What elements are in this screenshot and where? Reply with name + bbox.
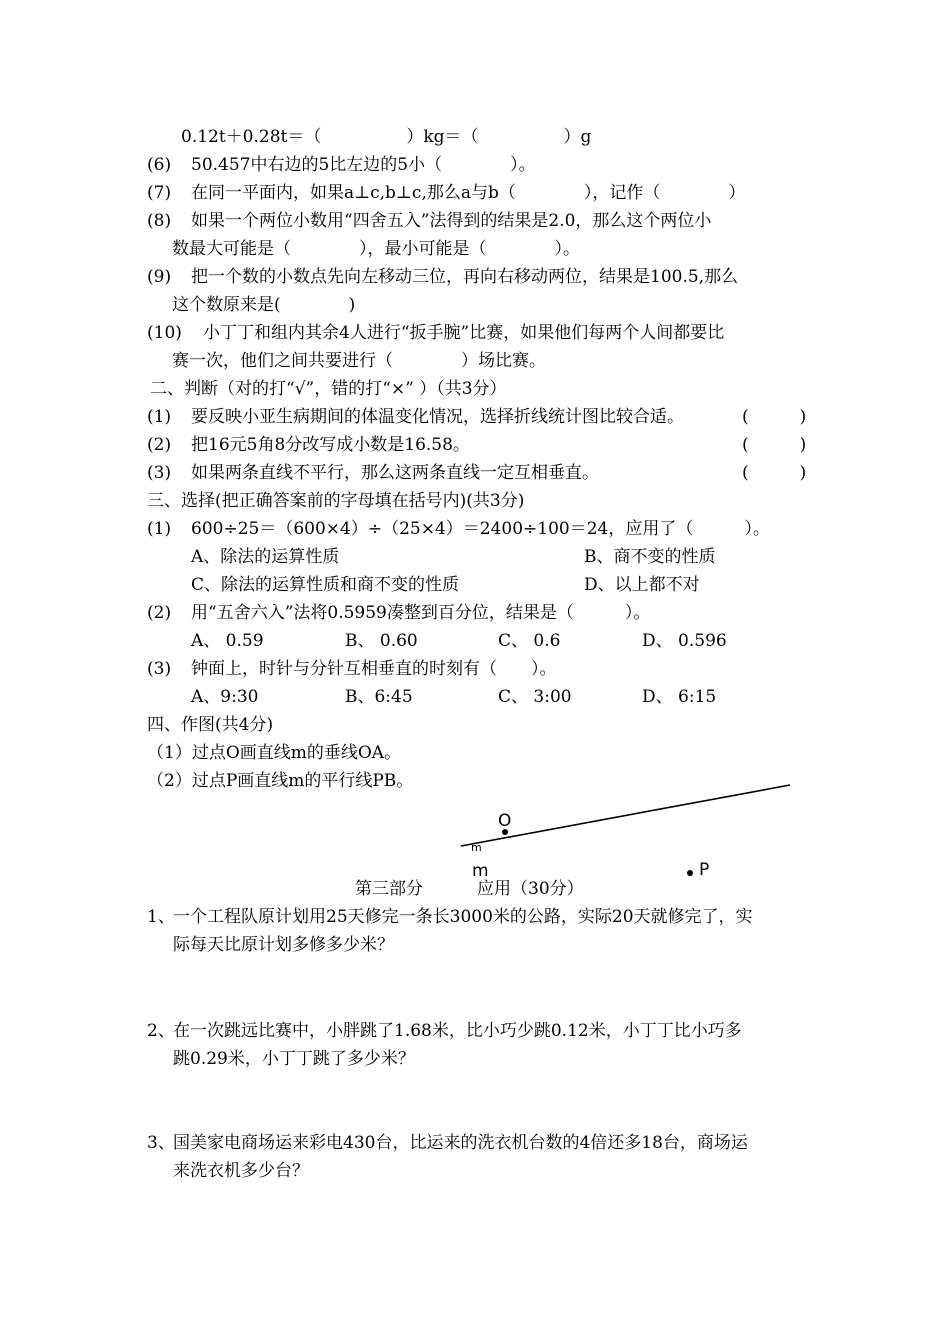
q7-number: (7) bbox=[147, 183, 172, 203]
q7-text: 在同一平面内，如果a⊥c,b⊥c,那么a与b（ ），记作（ ） bbox=[191, 183, 746, 203]
choice-2-option-d: D、 0.596 bbox=[642, 631, 727, 651]
judge-3-number: (3) bbox=[147, 463, 172, 483]
choice-1-option-c: C、除法的运算性质和商不变的性质 bbox=[191, 575, 460, 595]
choice-3-option-a: A、9:30 bbox=[191, 687, 259, 707]
choice-3-text: 钟面上，时针与分针互相垂直的时刻有（ ）。 bbox=[191, 659, 557, 679]
choice-1-number: (1) bbox=[147, 519, 172, 539]
q5-continuation: 0.12t＋0.28t＝（ ）kg＝（ ）g bbox=[181, 127, 592, 147]
choice-1-option-a: A、除法的运算性质 bbox=[191, 547, 340, 567]
q10-text-line2: 赛一次，他们之间共要进行（ ）场比赛。 bbox=[172, 351, 546, 371]
app-1-text-line2: 际每天比原计划多修多少米？ bbox=[173, 935, 394, 955]
app-3-text-line1: 国美家电商场运来彩电430台，比运来的洗衣机台数的4倍还多18台，商场运 bbox=[173, 1133, 748, 1153]
q8-number: (8) bbox=[147, 211, 172, 231]
app-2-text-line1: 在一次跳远比赛中，小胖跳了1.68米，比小巧少跳0.12米，小丁丁比小巧多 bbox=[173, 1021, 742, 1041]
app-2-number: 2、 bbox=[147, 1021, 175, 1041]
part3-title-right: 应用（30分） bbox=[477, 879, 584, 899]
app-2-text-line2: 跳0.29米，小丁丁跳了多少米？ bbox=[173, 1049, 415, 1069]
drawing-item-2: （2）过点P画直线m的平行线PB。 bbox=[147, 771, 414, 791]
choice-3-option-c: C、 3:00 bbox=[498, 687, 572, 707]
q6-text: 50.457中右边的5比左边的5小（ ）。 bbox=[191, 155, 536, 175]
judge-3-answer-paren[interactable]: ( ) bbox=[742, 463, 807, 483]
label-p: P bbox=[699, 860, 710, 880]
drawing-item-1: （1）过点O画直线m的垂线OA。 bbox=[147, 743, 402, 763]
app-1-number: 1、 bbox=[147, 907, 175, 927]
judge-3-text: 如果两条直线不平行，那么这两条直线一定互相垂直。 bbox=[191, 463, 599, 483]
label-o: O bbox=[498, 811, 512, 831]
part3-title-left: 第三部分 bbox=[355, 879, 423, 899]
choice-3-option-b: B、6:45 bbox=[345, 687, 413, 707]
choice-1-text: 600÷25＝（600×4）÷（25×4）＝2400÷100＝24，应用了（ ）。 bbox=[191, 519, 770, 539]
q10-number: (10) bbox=[147, 323, 182, 343]
q8-text-line2: 数最大可能是（ ），最小可能是（ ）。 bbox=[172, 239, 580, 259]
choice-2-option-b: B、 0.60 bbox=[345, 631, 418, 651]
judge-2-number: (2) bbox=[147, 435, 172, 455]
label-m: m bbox=[472, 861, 489, 881]
judge-2-answer-paren[interactable]: ( ) bbox=[742, 435, 807, 455]
q9-text-line1: 把一个数的小数点先向左移动三位，再向右移动两位，结果是100.5,那么 bbox=[191, 267, 739, 287]
app-3-text-line2: 来洗衣机多少台？ bbox=[173, 1161, 309, 1181]
drawing-heading: 四、作图(共4分) bbox=[147, 715, 274, 735]
judge-1-number: (1) bbox=[147, 407, 172, 427]
judge-2-text: 把16元5角8分改写成小数是16.58。 bbox=[191, 435, 470, 455]
choice-2-number: (2) bbox=[147, 603, 172, 623]
choice-3-number: (3) bbox=[147, 659, 172, 679]
choice-heading: 三、选择(把正确答案前的字母填在括号内)(共3分) bbox=[147, 491, 525, 511]
choice-2-option-a: A、 0.59 bbox=[191, 631, 264, 651]
app-3-number: 3、 bbox=[147, 1133, 175, 1153]
q9-number: (9) bbox=[147, 267, 172, 287]
choice-2-text: 用“五舍六入”法将0.5959凑整到百分位，结果是（ ）。 bbox=[191, 603, 651, 623]
point-p bbox=[687, 870, 693, 876]
q8-text-line1: 如果一个两位小数用“四舍五入”法得到的结果是2.0，那么这个两位小 bbox=[191, 211, 712, 231]
judge-1-answer-paren[interactable]: ( ) bbox=[742, 407, 807, 427]
label-m-small: m bbox=[471, 841, 482, 854]
q10-text-line1: 小丁丁和组内其余4人进行“扳手腕”比赛，如果他们每两个人间都要比 bbox=[203, 323, 725, 343]
choice-1-option-d: D、以上都不对 bbox=[584, 575, 700, 595]
judge-heading: 二、判断（对的打“√”，错的打“×” ）（共3分） bbox=[150, 379, 507, 399]
choice-2-option-c: C、 0.6 bbox=[498, 631, 561, 651]
judge-1-text: 要反映小亚生病期间的体温变化情况，选择折线统计图比较合适。 bbox=[191, 407, 684, 427]
q9-text-line2: 这个数原来是( ) bbox=[172, 295, 356, 315]
q6-number: (6) bbox=[147, 155, 172, 175]
choice-3-option-d: D、 6:15 bbox=[642, 687, 717, 707]
choice-1-option-b: B、商不变的性质 bbox=[584, 547, 716, 567]
app-1-text-line1: 一个工程队原计划用25天修完一条长3000米的公路，实际20天就修完了，实 bbox=[173, 907, 753, 927]
